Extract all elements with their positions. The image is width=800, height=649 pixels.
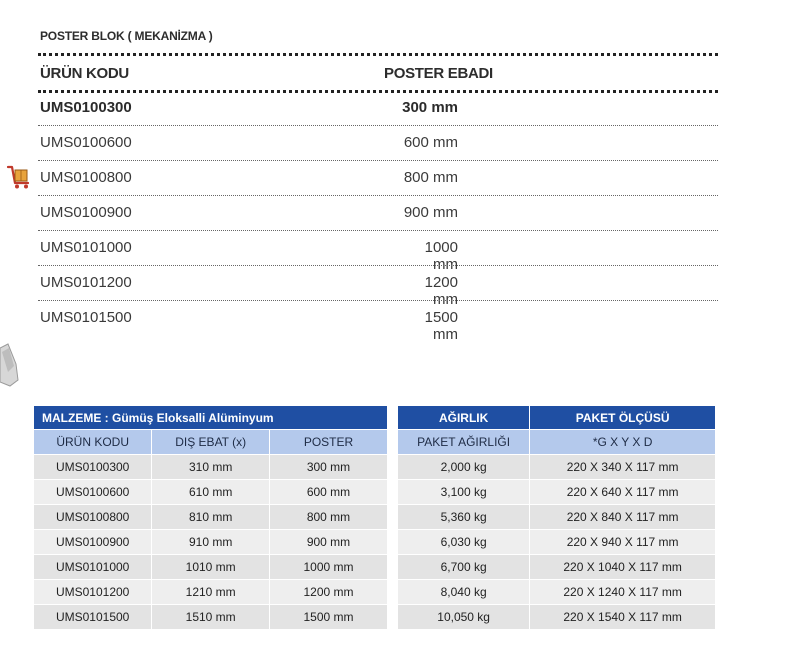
table-row [34,580,388,605]
package-size-title: PAKET ÖLÇÜSÜ [530,406,716,430]
column-header: ÜRÜN KODU [34,430,152,455]
list-item [38,301,718,343]
table-cell: 220 X 1040 X 117 mm [530,555,716,580]
dotted-divider [38,53,718,56]
material-title: MALZEME : Gümüş Eloksalli Alüminyum [34,406,388,430]
weight-title: AĞIRLIK [398,406,530,430]
list-item [38,126,718,161]
table-cell: 800 mm [270,505,388,530]
poster-size: 900 mm [403,204,458,221]
table-cell: 220 X 1540 X 117 mm [530,605,716,630]
table-row [34,555,388,580]
table-cell: UMS0100900 [34,530,152,555]
poster-size: 600 mm [403,134,458,151]
table-cell: 8,040 kg [398,580,530,605]
table-row [34,455,388,480]
table-cell: 600 mm [270,480,388,505]
table-cell: 810 mm [152,505,270,530]
header-poster-size: POSTER EBADI [384,65,493,82]
table-cell: 5,360 kg [398,505,530,530]
table-row [398,580,716,605]
poster-size: 1200 mm [424,274,458,308]
table-cell: UMS0101200 [34,580,152,605]
table-cell: 1200 mm [270,580,388,605]
table-row [398,530,716,555]
list-item [38,231,718,273]
poster-size: 1500 mm [424,309,458,343]
list-item [38,161,718,196]
table-cell: 220 X 340 X 117 mm [530,455,716,480]
table-row [398,555,716,580]
product-code: UMS0100800 [40,169,132,186]
material-table [34,406,388,630]
shopping-cart-icon[interactable] [6,164,32,190]
table-cell: UMS0100800 [34,505,152,530]
table-row [398,605,716,630]
header-product-code: ÜRÜN KODU [40,65,129,82]
product-code: UMS0100300 [40,99,132,116]
table-cell: 220 X 840 X 117 mm [530,505,716,530]
table-row [34,530,388,555]
table-row [34,605,388,630]
table-cell: 220 X 940 X 117 mm [530,530,716,555]
table-cell: 310 mm [152,455,270,480]
table-cell: UMS0101500 [34,605,152,630]
table-cell: 220 X 1240 X 117 mm [530,580,716,605]
table-cell: 910 mm [152,530,270,555]
table-cell: 1210 mm [152,580,270,605]
list-item [38,266,718,308]
weight-table [398,406,716,630]
table-row [34,480,388,505]
table-cell: 1510 mm [152,605,270,630]
table-cell: UMS0101000 [34,555,152,580]
product-image [0,342,20,388]
table-cell: UMS0100600 [34,480,152,505]
table-cell: 220 X 640 X 117 mm [530,480,716,505]
poster-size: 1000 mm [424,239,458,273]
column-header: *G X Y X D [530,430,716,455]
table-cell: 3,100 kg [398,480,530,505]
table-cell: 10,050 kg [398,605,530,630]
table-row [398,455,716,480]
table-row [398,480,716,505]
product-code: UMS0101500 [40,309,132,326]
poster-size: 300 mm [402,99,458,116]
table-cell: 2,000 kg [398,455,530,480]
list-item [38,91,718,126]
table-row [34,505,388,530]
table-cell: 900 mm [270,530,388,555]
product-code: UMS0100600 [40,134,132,151]
table-cell: 6,030 kg [398,530,530,555]
table-cell: 6,700 kg [398,555,530,580]
product-code: UMS0100900 [40,204,132,221]
table-cell: UMS0100300 [34,455,152,480]
table-cell: 610 mm [152,480,270,505]
product-code: UMS0101000 [40,239,132,256]
section-title: POSTER BLOK ( MEKANİZMA ) [40,29,213,43]
list-item [38,196,718,231]
column-header: POSTER [270,430,388,455]
poster-size: 800 mm [403,169,458,186]
table-cell: 1000 mm [270,555,388,580]
table-cell: 1500 mm [270,605,388,630]
table-cell: 300 mm [270,455,388,480]
table-cell: 1010 mm [152,555,270,580]
column-header: PAKET AĞIRLIĞI [398,430,530,455]
product-code: UMS0101200 [40,274,132,291]
table-row [398,505,716,530]
column-header: DIŞ EBAT (x) [152,430,270,455]
